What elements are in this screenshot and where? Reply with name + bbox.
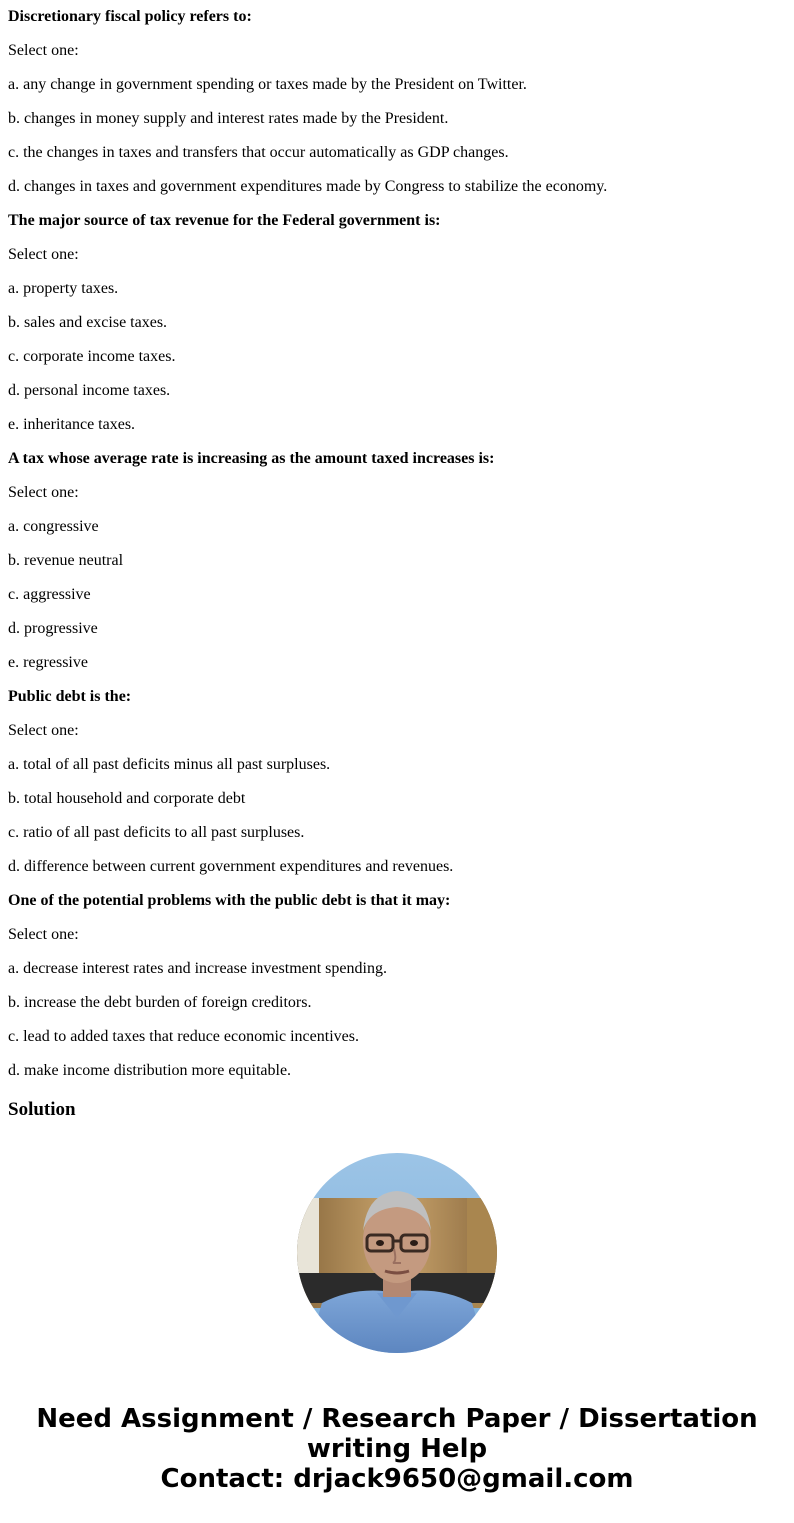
question-4-option-d: d. difference between current government expenditures and revenues.	[8, 858, 454, 875]
questions-container	[8, 0, 786, 1088]
question-4-option-b: b. total household and corporate debt	[8, 790, 246, 807]
promo-line-2: writing Help	[306, 1434, 488, 1464]
question-2-text: The major source of tax revenue for the Federal government is:	[8, 212, 441, 229]
question-5-option-a: a. decrease interest rates and increase investment spending.	[8, 960, 387, 977]
question-2-prompt: Select one:	[8, 246, 79, 263]
question-3-option-e: e. regressive	[8, 654, 88, 671]
promo-contact: Contact: drjack9650@gmail.com	[160, 1464, 634, 1494]
question-1-option-b: b. changes in money supply and interest rates made by the President.	[8, 110, 449, 127]
question-5-option-b: b. increase the debt burden of foreign creditors.	[8, 994, 312, 1011]
question-3-prompt: Select one:	[8, 484, 79, 501]
question-3-option-a: a. congressive	[8, 518, 99, 535]
author-avatar	[297, 1153, 497, 1353]
question-5-option-c: c. lead to added taxes that reduce economic incentives.	[8, 1028, 359, 1045]
question-1-prompt: Select one:	[8, 42, 79, 59]
solution-heading: Solution	[8, 1099, 76, 1120]
question-4-option-c: c. ratio of all past deficits to all past surpluses.	[8, 824, 305, 841]
question-2-option-a: a. property taxes.	[8, 280, 119, 297]
question-5-option-d: d. make income distribution more equitable.	[8, 1062, 292, 1079]
question-4-prompt: Select one:	[8, 722, 79, 739]
question-5-text: One of the potential problems with the public debt is that it may:	[8, 892, 451, 909]
question-3-text: A tax whose average rate is increasing as the amount taxed increases is:	[8, 450, 495, 467]
question-3-option-d: d. progressive	[8, 620, 98, 637]
question-5-prompt: Select one:	[8, 926, 79, 943]
promo-line-1: Need Assignment / Research Paper / Dissertation	[36, 1404, 758, 1434]
question-4-text: Public debt is the:	[8, 688, 132, 705]
promo-banner	[0, 1404, 794, 1494]
question-1-option-d: d. changes in taxes and government expenditures made by Congress to stabilize the economy.	[8, 178, 608, 195]
question-2-option-c: c. corporate income taxes.	[8, 348, 176, 365]
author-portrait-image	[297, 1153, 497, 1353]
question-4-option-a: a. total of all past deficits minus all past surpluses.	[8, 756, 331, 773]
question-2-option-e: e. inheritance taxes.	[8, 416, 136, 433]
question-1-option-c: c. the changes in taxes and transfers that occur automatically as GDP changes.	[8, 144, 509, 161]
question-3-option-b: b. revenue neutral	[8, 552, 124, 569]
question-2-option-b: b. sales and excise taxes.	[8, 314, 168, 331]
question-2-option-d: d. personal income taxes.	[8, 382, 171, 399]
question-3-option-c: c. aggressive	[8, 586, 91, 603]
question-1-option-a: a. any change in government spending or taxes made by the President on Twitter.	[8, 76, 527, 93]
question-1-text: Discretionary fiscal policy refers to:	[8, 8, 252, 25]
